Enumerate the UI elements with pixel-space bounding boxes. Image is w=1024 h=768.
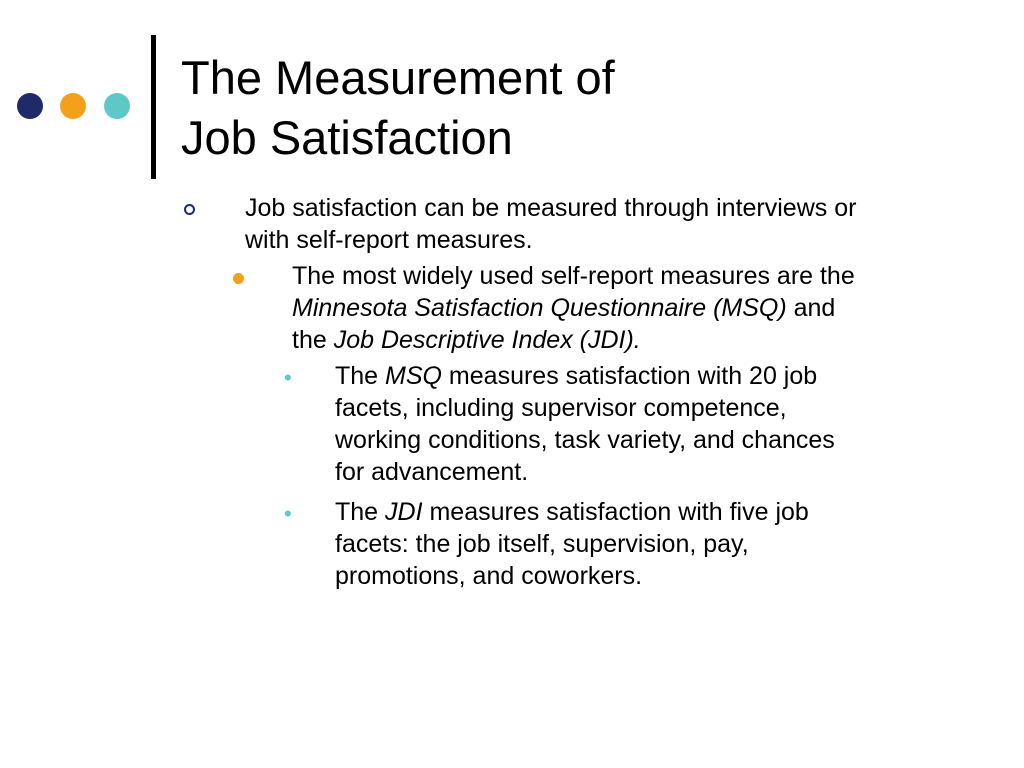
bullet-msq-line-1-rest: measures satisfaction with 20 job (441, 362, 818, 390)
hollow-circle-bullet-icon (184, 204, 195, 215)
slide-title-line-1: The Measurement of (181, 51, 615, 104)
filled-circle-bullet-icon (233, 273, 244, 284)
bullet-level-1-line-2: with self-report measures. (245, 226, 533, 254)
small-dot-bullet-icon: • (284, 365, 292, 390)
bullet-level-1-line-1: Job satisfaction can be measured through interviews or (245, 194, 857, 222)
bullet-level-2 (292, 260, 855, 356)
bullet-level-3-jdi (335, 496, 809, 592)
bullet-level-2-line-2 (292, 292, 855, 324)
jdi-title: Job Descriptive Index (JDI). (333, 326, 641, 354)
msq-title: Minnesota Satisfaction Questionnaire (MSQ) (292, 294, 787, 322)
bullet-level-1 (245, 192, 856, 256)
bullet-jdi-line-1-rest: measures satisfaction with five job (422, 498, 809, 526)
msq-abbrev: MSQ (385, 362, 442, 390)
orange-dot-decoration (60, 93, 86, 119)
bullet-msq-prefix: The (335, 362, 386, 390)
bullet-jdi-prefix: The (335, 498, 386, 526)
bullet-jdi-line-1 (335, 496, 809, 528)
bullet-msq-line-4: for advancement. (335, 458, 529, 486)
navy-dot-decoration (17, 93, 43, 119)
bullet-jdi-line-2: facets: the job itself, supervision, pay, (335, 530, 749, 558)
teal-dot-decoration (104, 93, 130, 119)
bullet-level-2-line-3-prefix: the (292, 326, 334, 354)
bullet-msq-line-2: facets, including supervisor competence, (335, 394, 787, 422)
bullet-msq-line-1 (335, 360, 835, 392)
bullet-jdi-line-3: promotions, and coworkers. (335, 562, 643, 590)
bullet-level-2-line-3 (292, 324, 855, 356)
bullet-level-2-line-1: The most widely used self-report measures are the (292, 262, 855, 290)
bullet-level-2-line-2-rest: and (786, 294, 836, 322)
slide-title (181, 48, 981, 168)
slide-title-line-2: Job Satisfaction (181, 111, 513, 164)
jdi-abbrev: JDI (385, 498, 423, 526)
bullet-level-3-msq (335, 360, 835, 488)
small-dot-bullet-icon: • (284, 501, 292, 526)
bullet-msq-line-3: working conditions, task variety, and chances (335, 426, 835, 454)
title-divider-rule (151, 35, 156, 179)
